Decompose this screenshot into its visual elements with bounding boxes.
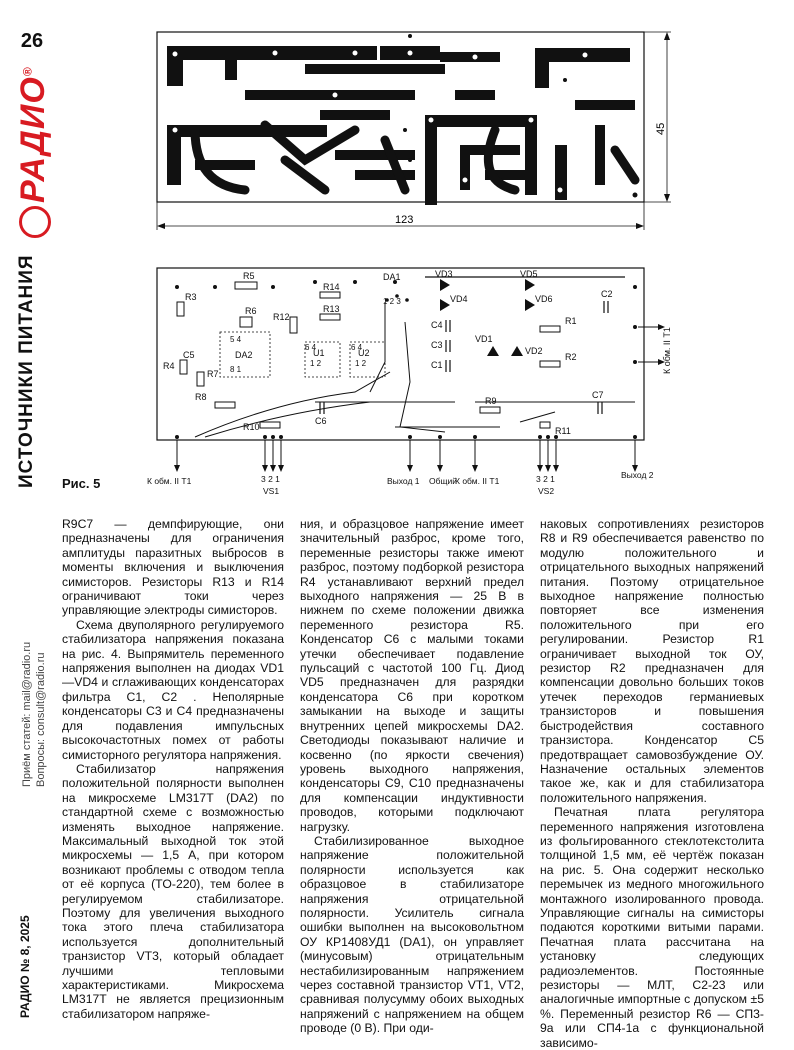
label-u2-pins-bottom: 1 2: [355, 359, 367, 368]
terminal-out1: Выход 1: [387, 476, 420, 486]
label-vd6: VD6: [535, 294, 553, 304]
label-c5: C5: [183, 350, 195, 360]
terminal-vs1-pins: 3 2 1: [261, 474, 280, 484]
label-r13: R13: [323, 304, 340, 314]
label-r12: R12: [273, 312, 290, 322]
paragraph: R9C7 — демпфирующие, они предназначены для ограничения амплитуды паразитных выбросов в моменты включения и выключения симисторов. Резисторы R13 и R14 ограничивают токи через управляющие электроды симисторов.: [62, 517, 284, 618]
text-column-3: [540, 517, 764, 1050]
label-u2-pins-top: 6 4: [351, 343, 363, 352]
label-u1-pins-bottom: 1 2: [310, 359, 322, 368]
terminal-vs2: VS2: [538, 486, 555, 496]
pcb-height-label: 45: [655, 122, 667, 135]
issue-info: РАДИО № 8, 2025: [18, 915, 32, 1018]
label-k-obm-side: К обм. II Т1: [662, 327, 672, 374]
pcb-width-label: 123: [395, 214, 414, 226]
text-column-1: [62, 517, 284, 1021]
terminal-out2: Выход 2: [621, 470, 654, 480]
label-c2: C2: [601, 289, 613, 299]
paragraph: Схема двуполярного регулируемого стабилизатора напряжения показана на рис. 4. Выпрямитель переменного напряжения выполнен на диодах VD1—VD4 и сглаживающих конденсаторах фильтра C1, C2 . Неполярные конденсаторы C3 и C4 предназначены для подавления импульсных высокочастотных помех от работы симисторного регулятора напряжения.: [62, 617, 284, 762]
paragraph: наковых сопротивлениях резисторов R8 и R9 обеспечивается равенство по модулю положительного и отрицательного выходных напряжений питания. Поэтому отрицательное выходное напряжение полностью повторяет все изменения положительного при его регулировании. Резистор R1 ограничивает выходной ток ОУ, резистор R2 предназначен для компенсации довольно больших токов утечек переходов германиевых транзисторов и повышения быстродействия составного транзистора. Конденсатор C5 предотвращает самовозбуждение ОУ. Назначение остальных элементов такое же, как и для стабилизатора положительного напряжения.: [540, 517, 764, 805]
label-r11: R11: [555, 426, 571, 436]
magazine-logo: [14, 66, 53, 238]
figure-caption: Рис. 5: [62, 476, 101, 491]
label-vd4: VD4: [450, 294, 468, 304]
paragraph: Печатная плата регулятора переменного напряжения изготовлена из фольгированного стеклотекстолита толщиной 1,5 мм, её чертёж показан на рис. 5. Она содержит несколько перемычек из медного многожильного монтажного изолированного провода. Управляющие сигналы на симисторы подаются короткими витыми парами. Печатная плата рассчитана на установку следующих радиоэлементов. Постоянные резисторы — МЛТ, С2-23 или аналогичные импортные с допуском ±5 %. Переменный резистор R6 — СП3-9а или СП4-1а с функциональной зависимо-: [540, 805, 764, 1050]
label-vd1: VD1: [475, 334, 493, 344]
label-r1: R1: [565, 316, 577, 326]
label-r6: R6: [245, 306, 257, 316]
pcb-traces-drawing: [155, 30, 675, 245]
pcb-components-svg: [147, 262, 675, 502]
label-r3: R3: [185, 292, 197, 302]
terminal-vs2-pins: 3 2 1: [536, 474, 555, 484]
label-vd5: VD5: [520, 269, 538, 279]
label-da2: DA2: [235, 350, 253, 360]
label-u1-pins-top: 6 4: [305, 343, 317, 352]
label-c3: C3: [431, 340, 443, 350]
label-c7: C7: [592, 390, 604, 400]
label-r5: R5: [243, 271, 255, 281]
terminal-k-obm-mid: К обм. II Т1: [455, 476, 500, 486]
contact-questions: Вопросы: consult@radio.ru: [35, 652, 47, 787]
label-da1: DA1: [383, 272, 401, 282]
label-u2: U2: [358, 348, 370, 358]
label-da1-pins: 1 2 3: [383, 297, 401, 306]
label-vd3: VD3: [435, 269, 453, 279]
paragraph: ния, и образцовое напряжение имеет значительный разброс, кроме того, переменные резисторы также имеют разброс, поэтому подборкой резистора R4 устанавливают верхний предел выходного напряжения — 25 В в нижнем по схеме положении движка переменного резистора R5. Конденсатор C6 с малыми токами утечки обеспечивает подавление пульсаций с частотой 100 Гц. Диод VD5 предназначен для разрядки конденсатора C6 при коротком замыкании на выходе и защиты внутренних цепей микросхемы DA2. Светодиоды показывают наличие и косвенно (по яркости свечения) уровень выходного напряжения, конденсаторы C9, C10 предназначены для компенсации индуктивности проводов, которыми подключают нагрузку.: [300, 517, 524, 834]
terminal-vs1: VS1: [263, 486, 280, 496]
terminal-k-obm-left: К обм. II Т1: [147, 476, 192, 486]
paragraph: Стабилизатор напряжения положительной полярности выполнен на микросхеме LM317T (DA2) по стандартной схеме с возможностью изменять выходное напряжение. Максимальный выходной ток этой микросхемы — 1,5 А, при котором возникают проблемы с отводом тепла от её корпуса (TO-220), тем более в регулируемом стабилизаторе. Поэтому для увеличения выходного тока этого плеча стабилизатора используется дополнительный транзистор VT3, который обладает лучшими тепловыми характеристиками. Микросхема LM317T не является прецизионным стабилизатором напряже-: [62, 761, 284, 1021]
label-r7: R7: [207, 369, 219, 379]
paragraph: Стабилизированное выходное напряжение положительной полярности используется как образцовое в стабилизаторе напряжения отрицательной полярности. Усилитель сигнала ошибки выполнен на высоковольтном ОУ КР1408УД1 (DA1), он управляет (минусовым) отрицательным нестабилизированным напряжением через составной транзистор VT1, VT2, сравнивая полусумму обоих выходных напряжений с напряжением на общем проводе (0 В). При оди-: [300, 833, 524, 1036]
label-r10: R10: [243, 422, 260, 432]
logo-text: РАДИО: [14, 76, 52, 203]
label-da2-pins-bottom: 8 1: [230, 365, 242, 374]
label-vd2: VD2: [525, 346, 543, 356]
radio-logo-icon: [19, 206, 51, 238]
page-sidebar: [0, 0, 60, 1037]
label-c6: C6: [315, 416, 327, 426]
label-r2: R2: [565, 352, 577, 362]
section-title: ИСТОЧНИКИ ПИТАНИЯ: [16, 254, 37, 488]
pcb-traces-svg: [155, 30, 675, 245]
terminal-common: Общий: [429, 476, 457, 486]
label-c4: C4: [431, 320, 443, 330]
label-c1: C1: [431, 360, 443, 370]
logo-reg: ®: [20, 66, 35, 77]
label-r9: R9: [485, 396, 497, 406]
text-column-2: [300, 517, 524, 1036]
page-number: 26: [20, 30, 44, 52]
label-r8: R8: [195, 392, 207, 402]
contact-articles: Приём статей: mail@radio.ru: [21, 641, 33, 787]
pcb-components-drawing: [147, 262, 675, 502]
label-r14: R14: [323, 282, 340, 292]
label-u1: U1: [313, 348, 325, 358]
label-r4: R4: [163, 361, 175, 371]
label-da2-pins-top: 5 4: [230, 335, 242, 344]
